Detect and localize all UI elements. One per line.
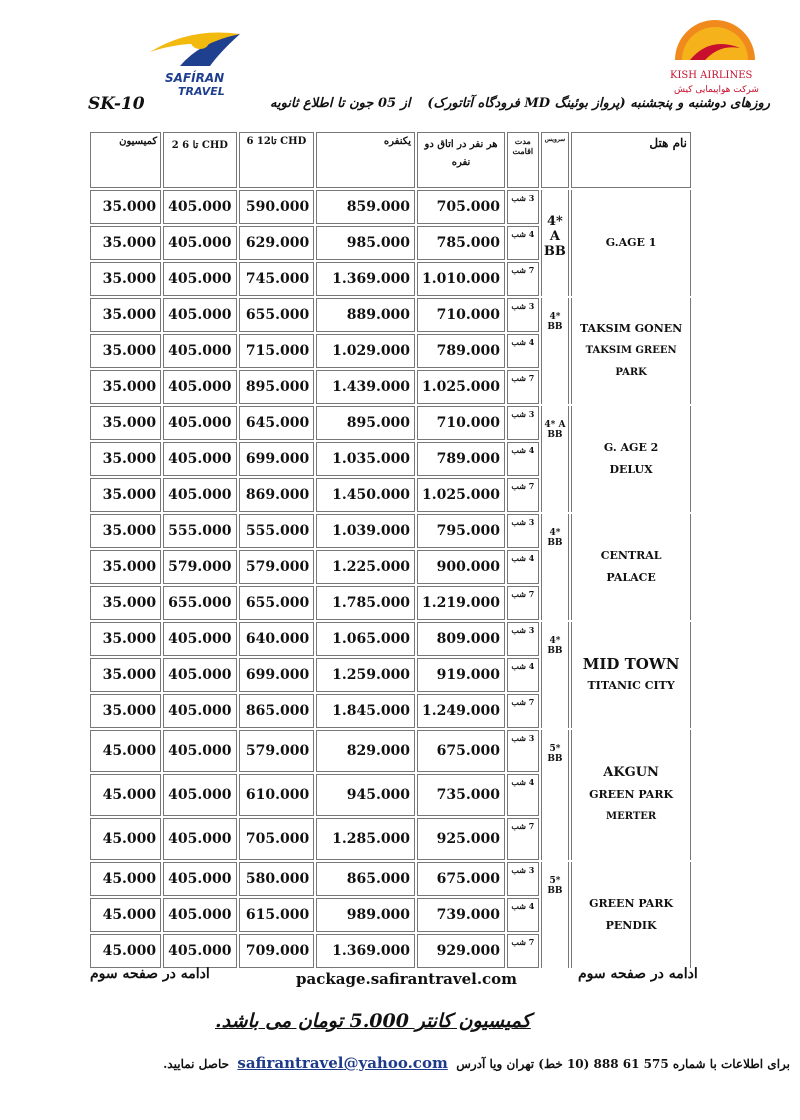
double-cell: 795.000: [417, 514, 505, 548]
chd-2-6-cell: 405.000: [163, 478, 236, 512]
commission-cell: 45.000: [90, 862, 161, 896]
double-cell: 900.000: [417, 550, 505, 584]
chd-6-12-cell: 640.000: [239, 622, 315, 656]
hotel-name-cell: [571, 862, 691, 968]
chd-2-6-cell: 405.000: [163, 226, 236, 260]
chd-6-12-cell: 705.000: [239, 818, 315, 860]
table-row: [90, 730, 691, 772]
single-cell: 1.369.000: [316, 262, 415, 296]
commission-cell: 45.000: [90, 934, 161, 968]
chd-2-6-cell: 405.000: [163, 190, 236, 224]
chd-6-12-cell: 715.000: [239, 334, 315, 368]
chd-6-12-cell: 699.000: [239, 442, 315, 476]
nights-cell: 4 شب: [507, 334, 539, 368]
chd-2-6-cell: 405.000: [163, 898, 236, 932]
continued-note-left: ادامه در صفحه سوم: [90, 966, 210, 982]
chd-2-6-cell: 655.000: [163, 586, 236, 620]
single-cell: 1.259.000: [316, 658, 415, 692]
svg-text:KISH AIRLINES: KISH AIRLINES: [670, 70, 753, 81]
chd-6-12-cell: 615.000: [239, 898, 315, 932]
commission-cell: 35.000: [90, 190, 161, 224]
table-row: [90, 622, 691, 656]
commission-cell: 35.000: [90, 694, 161, 728]
service-class-cell: 5* BB: [541, 730, 570, 860]
chd-6-12-cell: 579.000: [239, 730, 315, 772]
single-cell: 945.000: [316, 774, 415, 816]
double-cell: 675.000: [417, 862, 505, 896]
hotel-name-line: MID TOWN: [582, 655, 680, 673]
single-cell: 1.285.000: [316, 818, 415, 860]
chd-6-12-cell: 610.000: [239, 774, 315, 816]
commission-cell: 35.000: [90, 334, 161, 368]
nights-cell: 3 شب: [507, 190, 539, 224]
hotel-name-line: PALACE: [606, 571, 656, 584]
chd-6-12-cell: 709.000: [239, 934, 315, 968]
single-cell: 1.369.000: [316, 934, 415, 968]
single-cell: 829.000: [316, 730, 415, 772]
safiran-travel-logo: [140, 22, 270, 102]
chd-6-12-cell: 579.000: [239, 550, 315, 584]
nights-cell: 3 شب: [507, 622, 539, 656]
chd-2-6-cell: 405.000: [163, 934, 236, 968]
service-class-cell: 4* BB: [541, 622, 570, 728]
single-cell: 895.000: [316, 406, 415, 440]
commission-cell: 35.000: [90, 622, 161, 656]
hotel-name-cell: [571, 730, 691, 860]
nights-cell: 4 شب: [507, 774, 539, 816]
single-cell: 1.065.000: [316, 622, 415, 656]
commission-cell: 35.000: [90, 550, 161, 584]
chd-6-12-cell: 865.000: [239, 694, 315, 728]
chd-2-6-cell: 405.000: [163, 622, 236, 656]
nights-cell: 7 شب: [507, 818, 539, 860]
chd-2-6-cell: 405.000: [163, 818, 236, 860]
nights-cell: 4 شب: [507, 442, 539, 476]
chd-6-12-cell: 895.000: [239, 370, 315, 404]
nights-cell: 3 شب: [507, 514, 539, 548]
col-chd-6-12: 6 تا12 CHD: [239, 132, 315, 188]
commission-cell: 45.000: [90, 898, 161, 932]
hotel-name-line: PENDIK: [605, 919, 657, 932]
double-cell: 925.000: [417, 818, 505, 860]
continued-note-right: ادامه در صفحه سوم: [578, 966, 698, 982]
hotel-name-line: GREEN PARK: [589, 788, 674, 801]
col-chd-2-6: 2 تا 6 CHD: [163, 132, 236, 188]
hotel-name-line: TAKSIM GONEN: [579, 322, 683, 335]
tour-header: [80, 94, 770, 116]
table-row: [90, 406, 691, 440]
hotel-name-line: AKGUN: [603, 765, 659, 780]
kish-airlines-logo: [660, 18, 770, 100]
col-commission: کمیسیون: [90, 132, 161, 188]
chd-2-6-cell: 405.000: [163, 298, 236, 332]
hotel-name-cell: [571, 190, 691, 296]
hotel-name-line: TITANIC CITY: [587, 679, 675, 692]
commission-cell: 35.000: [90, 586, 161, 620]
chd-6-12-cell: 580.000: [239, 862, 315, 896]
hotel-name-line: DELUX: [609, 463, 653, 476]
double-cell: 1.249.000: [417, 694, 505, 728]
single-cell: 1.785.000: [316, 586, 415, 620]
commission-cell: 35.000: [90, 514, 161, 548]
hotel-name-cell: [571, 622, 691, 728]
double-cell: 1.219.000: [417, 586, 505, 620]
hotel-name-cell: [571, 406, 691, 512]
chd-2-6-cell: 405.000: [163, 862, 236, 896]
nights-cell: 7 شب: [507, 262, 539, 296]
service-class-cell: 4* BB: [541, 514, 570, 620]
table-row: [90, 190, 691, 224]
service-class-cell: 4* A BB: [541, 190, 570, 296]
chd-6-12-cell: 629.000: [239, 226, 315, 260]
double-cell: 1.025.000: [417, 370, 505, 404]
commission-cell: 35.000: [90, 298, 161, 332]
hotel-name-line: GREEN PARK: [589, 897, 674, 910]
table-header-row: [90, 132, 691, 188]
nights-cell: 7 شب: [507, 934, 539, 968]
nights-cell: 4 شب: [507, 898, 539, 932]
chd-6-12-cell: 745.000: [239, 262, 315, 296]
counter-commission-note: کمیسیون کانتر 5.000 تومان می باشد.: [215, 1010, 531, 1032]
tour-dates: از 05 جون تا اطلاع ثانویه: [270, 96, 411, 111]
chd-2-6-cell: 405.000: [163, 334, 236, 368]
double-cell: 929.000: [417, 934, 505, 968]
hotel-name-cell: [571, 298, 691, 404]
col-duration: مدت اقامت: [507, 132, 539, 188]
double-cell: 789.000: [417, 334, 505, 368]
chd-6-12-cell: 699.000: [239, 658, 315, 692]
chd-6-12-cell: 590.000: [239, 190, 315, 224]
chd-2-6-cell: 405.000: [163, 262, 236, 296]
contact-prefix: برای اطلاعات با شماره 575 61 888 (10 خط) تهران ویا آدرس: [456, 1057, 790, 1071]
double-cell: 705.000: [417, 190, 505, 224]
svg-text:TRAVEL: TRAVEL: [178, 85, 225, 98]
single-cell: 1.450.000: [316, 478, 415, 512]
chd-2-6-cell: 405.000: [163, 694, 236, 728]
nights-cell: 7 شب: [507, 586, 539, 620]
nights-cell: 4 شب: [507, 658, 539, 692]
double-cell: 809.000: [417, 622, 505, 656]
service-class-cell: 4* A BB: [541, 406, 570, 512]
commission-cell: 45.000: [90, 774, 161, 816]
nights-cell: 7 شب: [507, 370, 539, 404]
nights-cell: 7 شب: [507, 478, 539, 512]
hotel-name-line: G.AGE 1: [605, 236, 657, 249]
commission-cell: 35.000: [90, 226, 161, 260]
single-cell: 985.000: [316, 226, 415, 260]
contact-info: [150, 1054, 790, 1072]
single-cell: 1.035.000: [316, 442, 415, 476]
chd-2-6-cell: 405.000: [163, 774, 236, 816]
double-cell: 789.000: [417, 442, 505, 476]
double-cell: 710.000: [417, 298, 505, 332]
chd-6-12-cell: 655.000: [239, 298, 315, 332]
double-cell: 1.010.000: [417, 262, 505, 296]
double-cell: 919.000: [417, 658, 505, 692]
chd-6-12-cell: 645.000: [239, 406, 315, 440]
double-cell: 739.000: [417, 898, 505, 932]
email-link[interactable]: safirantravel@yahoo.com: [237, 1054, 448, 1072]
chd-6-12-cell: 655.000: [239, 586, 315, 620]
col-service: سرویس: [541, 132, 570, 188]
chd-2-6-cell: 405.000: [163, 658, 236, 692]
svg-text:شرکت هواپیمایی کیش: شرکت هواپیمایی کیش: [674, 85, 759, 95]
table-row: [90, 514, 691, 548]
contact-suffix: حاصل نمایید.: [163, 1057, 230, 1071]
nights-cell: 3 شب: [507, 298, 539, 332]
commission-cell: 35.000: [90, 262, 161, 296]
double-cell: 1.025.000: [417, 478, 505, 512]
single-cell: 1.439.000: [316, 370, 415, 404]
nights-cell: 3 شب: [507, 862, 539, 896]
commission-cell: 35.000: [90, 442, 161, 476]
commission-cell: 35.000: [90, 658, 161, 692]
chd-2-6-cell: 405.000: [163, 370, 236, 404]
nights-cell: 4 شب: [507, 226, 539, 260]
chd-2-6-cell: 405.000: [163, 442, 236, 476]
commission-cell: 45.000: [90, 730, 161, 772]
table-row: [90, 298, 691, 332]
service-class-cell: 4* BB: [541, 298, 570, 404]
single-cell: 1.845.000: [316, 694, 415, 728]
price-table: [88, 130, 693, 970]
chd-2-6-cell: 579.000: [163, 550, 236, 584]
tour-code: SK-10: [88, 94, 145, 114]
col-single: یکنفره: [316, 132, 415, 188]
chd-2-6-cell: 555.000: [163, 514, 236, 548]
chd-2-6-cell: 405.000: [163, 406, 236, 440]
single-cell: 859.000: [316, 190, 415, 224]
double-cell: 675.000: [417, 730, 505, 772]
hotel-name-line: TAKSIM GREEN PARK: [585, 345, 677, 378]
chd-6-12-cell: 555.000: [239, 514, 315, 548]
commission-cell: 35.000: [90, 370, 161, 404]
chd-6-12-cell: 869.000: [239, 478, 315, 512]
website-link[interactable]: package.safirantravel.com: [296, 970, 518, 988]
single-cell: 989.000: [316, 898, 415, 932]
nights-cell: 4 شب: [507, 550, 539, 584]
hotel-name-line: CENTRAL: [600, 549, 662, 562]
single-cell: 889.000: [316, 298, 415, 332]
nights-cell: 3 شب: [507, 406, 539, 440]
nights-cell: 3 شب: [507, 730, 539, 772]
single-cell: 1.029.000: [316, 334, 415, 368]
nights-cell: 7 شب: [507, 694, 539, 728]
double-cell: 710.000: [417, 406, 505, 440]
chd-2-6-cell: 405.000: [163, 730, 236, 772]
double-cell: 785.000: [417, 226, 505, 260]
svg-text:SAFÍRAN: SAFÍRAN: [165, 71, 225, 85]
single-cell: 1.039.000: [316, 514, 415, 548]
hotel-name-line: MERTER: [606, 811, 657, 822]
single-cell: 865.000: [316, 862, 415, 896]
table-row: [90, 862, 691, 896]
commission-cell: 45.000: [90, 818, 161, 860]
col-hotel-name: نام هتل: [571, 132, 691, 188]
double-cell: 735.000: [417, 774, 505, 816]
commission-cell: 35.000: [90, 478, 161, 512]
hotel-name-line: G. AGE 2: [603, 441, 659, 454]
flight-description: روزهای دوشنبه و پنجشنبه (پرواز بوئینگ MD فرودگاه آتاتورک): [427, 96, 770, 111]
commission-cell: 35.000: [90, 406, 161, 440]
col-double: هر نفر در اتاق دو نفره: [417, 132, 505, 188]
single-cell: 1.225.000: [316, 550, 415, 584]
hotel-name-cell: [571, 514, 691, 620]
service-class-cell: 5* BB: [541, 862, 570, 968]
